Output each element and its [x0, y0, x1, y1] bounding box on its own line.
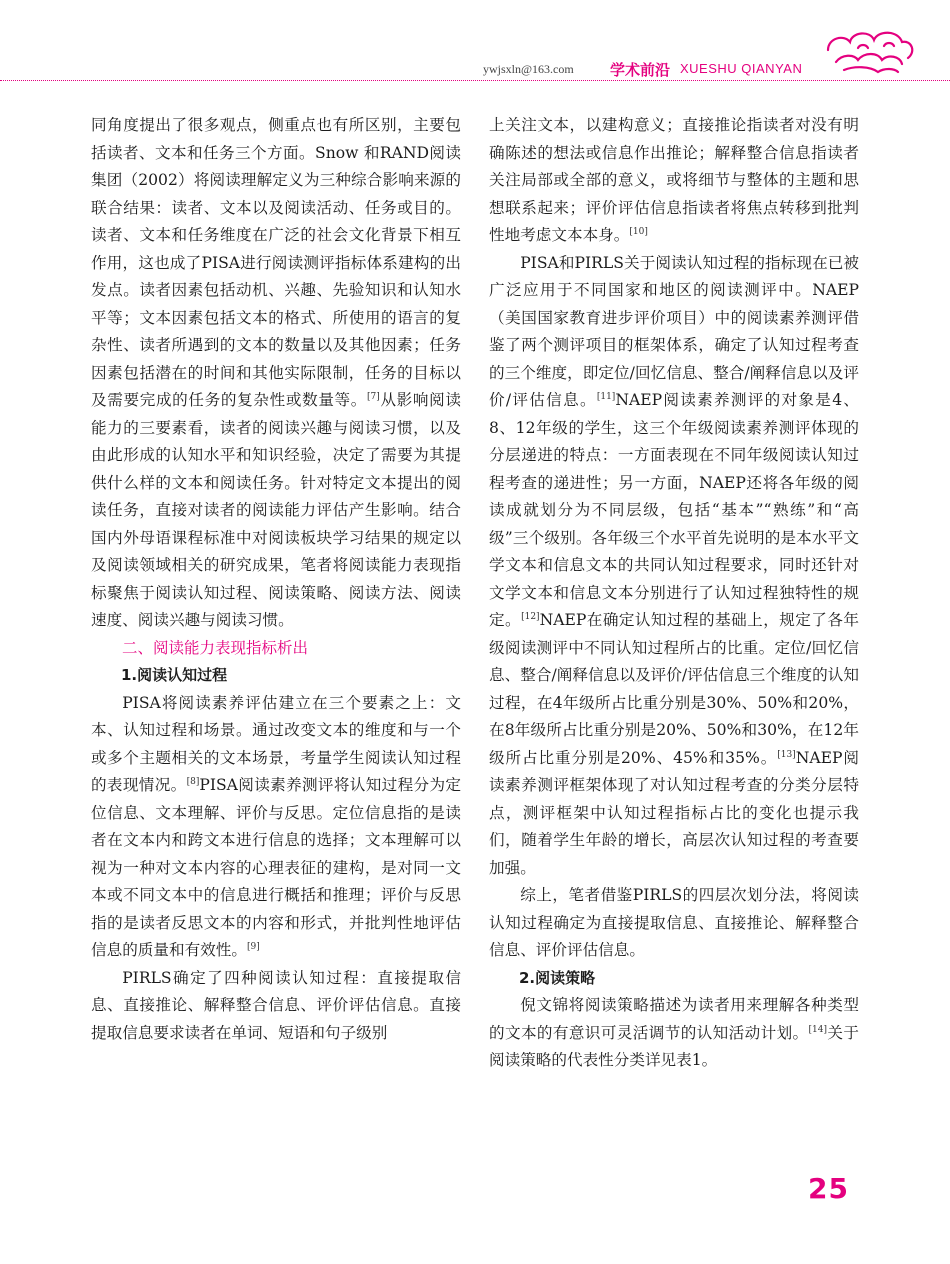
citation: [8]	[186, 777, 200, 787]
cloud-ornament-icon	[818, 20, 918, 80]
page-number: 25	[808, 1172, 849, 1205]
left-column	[91, 112, 461, 1047]
right-column	[489, 112, 859, 1075]
section-heading: 二、阅读能力表现指标析出	[122, 638, 309, 657]
citation: [12]	[521, 612, 540, 622]
citation: [14]	[808, 1024, 828, 1035]
header-divider	[0, 80, 950, 81]
citation: [9]	[246, 942, 260, 952]
citation: [13]	[777, 749, 796, 760]
paragraph: 上关注文本，以建构意义；直接推论指读者对没有明确陈述的想法或信息作出推论；解释整合信息指读者关注局部或全部的意义，或将细节与整体的主题和思想联系起来；评价评估信息指读者将焦点转移到批判性地考虑文本本身。[10]	[489, 116, 859, 244]
paragraph: 倪文锦将阅读策略描述为读者用来理解各种类型的文本的有意识可灵活调节的认知活动计划。[14]关于阅读策略的代表性分类详见表1。	[489, 996, 859, 1069]
citation: [7]	[367, 392, 380, 402]
subsection-heading: 2.阅读策略	[519, 968, 596, 987]
paragraph: PISA和PIRLS关于阅读认知过程的指标现在已被广泛应用于不同国家和地区的阅读测评中。NAEP（美国国家教育进步评价项目）中的阅读素养测评借鉴了两个测评项目的框架体系，确定了认知过程考查的三个维度，即定位/回忆信息、整合/阐释信息以及评价/评估信息。[11]NAEP阅读素养测评的对象是4、8、12年级的学生，这三个年级阅读素养测评体现的分层递进的特点：一方面表现在不同年级阅读认知过程考查的递进性；另一方面，NAEP还将各年级的阅读成就划分为不同层级，包括“基本”“熟练”和“高级”三个级别。各年级三个水平首先说明的是本水平文学文本和信息文本的共同认知过程要求，同时还针对文学文本和信息文本分别进行了认知过程独特性的规定。[12]NAEP在确定认知过程的基础上，规定了各年级阅读测评中不同认知过程所占的比重。定位/回忆信息、整合/阐释信息以及评价/评估信息三个维度的认知过程，在4年级所占比重分别是30%、50%和20%，在8年级所占比重分别是20%、50%和30%，在12年级所占比重分别是20%、45%和35%。[13]NAEP阅读素养测评框架体现了对认知过程考查的分类分层特点，测评框架中认知过程指标占比的变化也提示我们，随着学生年龄的增长，高层次认知过程的考查要加强。	[489, 253, 859, 877]
journal-title-cn: 学术前沿	[610, 61, 671, 79]
paragraph: 同角度提出了很多观点，侧重点也有所区别，主要包括读者、文本和任务三个方面。Snow 和RAND阅读集团（2002）将阅读理解定义为三种综合影响来源的联合结果：读者、文本以及阅读活动、任务或目的。读者、文本和任务维度在广泛的社会文化背景下相互作用，这也成了PISA进行阅读测评指标体系建构的出发点。读者因素包括动机、兴趣、先验知识和认知水平等；文本因素包括文本的格式、所使用的语言的复杂性、读者所遇到的文本的数量以及其他因素；任务因素包括潜在的时间和其他实际限制，任务的目标以及需要完成的任务的复杂性或数量等。[7]从影响阅读能力的三要素看，读者的阅读兴趣与阅读习惯，以及由此形成的认知水平和知识经验，决定了需要为其提供什么样的文本和阅读任务。针对特定文本提出的阅读任务，直接对读者的阅读能力评估产生影响。结合国内外母语课程标准中对阅读板块学习结果的规定以及阅读领域相关的研究成果，笔者将阅读能力表现指标聚焦于阅读认知过程、阅读策略、阅读方法、阅读速度、阅读兴趣与阅读习惯。	[91, 116, 461, 629]
citation: [11]	[596, 392, 616, 402]
citation: [10]	[629, 227, 648, 237]
subsection-heading: 1.阅读认知过程	[121, 666, 228, 684]
journal-title-en: XUESHU QIANYAN	[680, 61, 803, 76]
paragraph: 综上，笔者借鉴PIRLS的四层次划分法，将阅读认知过程确定为直接提取信息、直接推论、解释整合信息、评价评估信息。	[489, 886, 859, 959]
paragraph: PISA将阅读素养评估建立在三个要素之上：文本、认知过程和场景。通过改变文本的维度和与一个或多个主题相关的文本场景，考量学生阅读认知过程的表现情况。[8]PISA阅读素养测评将认知过程分为定位信息、文本理解、评价与反思。定位信息指的是读者在文本内和跨文本进行信息的选择；文本理解可以视为一种对文本内容的心理表征的建构，是对同一文本或不同文本中的信息进行概括和推理；评价与反思指的是读者反思文本的内容和形式，并批判性地评估信息的质量和有效性。[9]	[91, 693, 461, 959]
paragraph: PIRLS确定了四种阅读认知过程：直接提取信息、直接推论、解释整合信息、评价评估信息。直接提取信息要求读者在单词、短语和句子级别	[91, 968, 461, 1042]
page-header	[0, 0, 950, 90]
header-email: ywjsxln@163.com	[483, 62, 574, 76]
